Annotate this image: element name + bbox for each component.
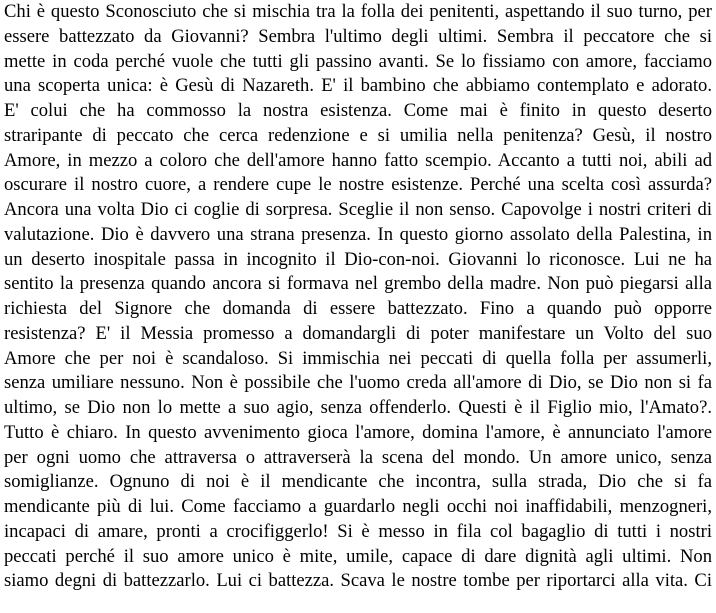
text-line: Tutto è chiaro. In questo avvenimento gioca l'amore, domina l'amore, è annunciato l'amore <box>4 421 712 443</box>
text-line: richiesta del Signore che domanda di essere battezzato. Fino a quando può opporre <box>4 298 712 319</box>
text-line: Amore che per noi è scandaloso. Si immischia nei peccati di quella folla per assumerli, <box>4 347 712 369</box>
text-line: Chi è questo Sconosciuto che si mischia tra la folla dei penitenti, aspettando il suo turno, per <box>4 1 712 22</box>
text-line: straripante di peccato che cerca redenzione e si umilia nella penitenza? Gesù, il nostro <box>4 124 712 146</box>
text-line: valutazione. Dio è davvero una strana presenza. In questo giorno assolato della Palestina, in <box>4 223 712 245</box>
document-page <box>4 0 712 613</box>
text-line: mendicante più di lui. Come facciamo a guardarlo negli occhi noi inaffidabili, menzogneri, <box>4 496 712 517</box>
text-line: ultimo, se Dio non lo mette a suo agio, senza offenderlo. Questi è il Figlio mio, l'Amato?. <box>4 397 712 418</box>
text-line: E' colui che ha commosso la nostra esistenza. Come mai è finito in questo deserto <box>4 100 712 121</box>
text-line: incapaci di amare, pronti a crocifiggerlo! Si è messo in fila col bagaglio di tutti i nostri <box>4 520 712 542</box>
text-line: peccati perché il suo amore unico è mite, umile, capace di dare dignità agli ultimi. Non <box>4 545 712 567</box>
text-line: essere battezzato da Giovanni? Sembra l'ultimo degli ultimi. Sembra il peccatore che si <box>4 25 712 47</box>
text-line: sentito la presenza quando ancora si formava nel grembo della madre. Non può piegarsi alla <box>4 273 712 295</box>
text-line: Amore, in mezzo a coloro che dell'amore hanno fatto scempio. Accanto a tutti noi, abili ad <box>4 149 712 171</box>
text-line: Ancora una volta Dio ci coglie di sorpresa. Sceglie il non senso. Capovolge i nostri criteri di <box>4 199 712 220</box>
text-line: una scoperta unica: è Gesù di Nazareth. E' il bambino che abbiamo contemplato e adorato. <box>4 75 712 97</box>
text-line: un deserto inospitale passa in incognito il Dio-con-noi. Giovanni lo riconosce. Lui ne ha <box>4 248 712 270</box>
text-line: somiglianze. Ognuno di noi è il mendicante che incontra, sulla strada, Dio che si fa <box>4 471 712 493</box>
text-line: oscurare il nostro cuore, a rendere cupe le nostre esistenze. Perché una scelta così assurda? <box>4 174 712 196</box>
text-line: resistenza? E' il Messia promesso a domandargli di poter manifestare un Volto del suo <box>4 322 712 344</box>
text-line: mette in coda perché vuole che tutti gli passino avanti. Se lo fissiamo con amore, facciamo <box>4 50 712 72</box>
text-line: senza umiliare nessuno. Non è possibile che l'uomo creda all'amore di Dio, se Dio non si fa <box>4 372 712 394</box>
text-line: siamo degni di battezzarlo. Lui ci battezza. Scava le nostre tombe per riportarci alla vita. Ci <box>4 570 712 592</box>
text-line: per ogni uomo che attraversa o attraverserà la scena del mondo. Un amore unico, senza <box>4 446 712 468</box>
